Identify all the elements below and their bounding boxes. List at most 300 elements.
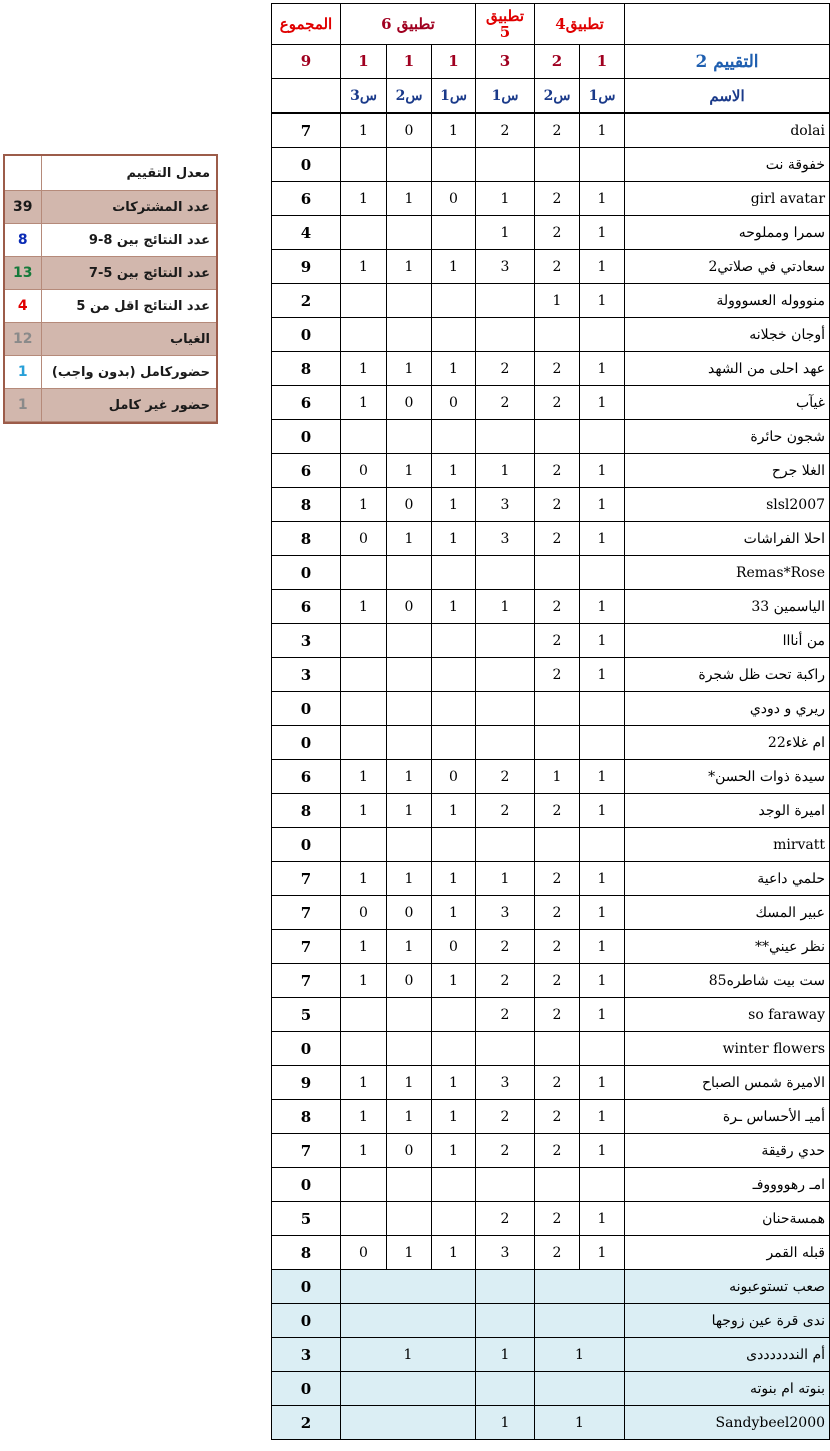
score-cell-app4 — [535, 1270, 625, 1304]
score-cell: 1 — [341, 930, 387, 964]
stats-summary-box — [3, 154, 218, 424]
row-total: 0 — [272, 556, 341, 590]
table-row — [272, 113, 830, 148]
score-cell: 1 — [341, 113, 387, 148]
score-cell: 1 — [432, 1134, 476, 1168]
score-cell — [432, 624, 476, 658]
row-total: 6 — [272, 590, 341, 624]
score-cell: 1 — [341, 1134, 387, 1168]
score-cell: 0 — [341, 522, 387, 556]
max-total: 9 — [300, 52, 312, 70]
score-cell: 2 — [535, 658, 580, 692]
table-row — [272, 216, 830, 250]
score-cell — [387, 624, 432, 658]
stats-label: عدد النتائج بين 8-9 — [41, 224, 216, 257]
score-cell — [476, 726, 535, 760]
participant-name: Sandybeel2000 — [625, 1406, 830, 1440]
score-cell: 2 — [535, 1202, 580, 1236]
table-row — [272, 250, 830, 284]
score-cell-app5 — [476, 1270, 535, 1304]
score-cell — [341, 1202, 387, 1236]
score-cell — [476, 624, 535, 658]
stats-header-blank — [5, 156, 41, 191]
row-total: 7 — [272, 964, 341, 998]
stats-row — [5, 389, 216, 422]
participant-name: بنوته ام بنوته — [625, 1372, 830, 1406]
score-cell — [341, 1168, 387, 1202]
score-cell: 1 — [580, 998, 625, 1032]
table-row — [272, 1168, 830, 1202]
stats-label: حضور غير كامل — [41, 389, 216, 422]
score-cell — [476, 1032, 535, 1066]
participant-name: شجون حائرة — [625, 420, 830, 454]
table-row — [272, 828, 830, 862]
score-cell: 1 — [341, 488, 387, 522]
row-total: 0 — [272, 726, 341, 760]
participant-name: غيآب — [625, 386, 830, 420]
score-cell — [580, 318, 625, 352]
score-cell: 2 — [535, 964, 580, 998]
row-total: 8 — [272, 794, 341, 828]
participant-name: so faraway — [625, 998, 830, 1032]
row-total: 3 — [272, 1338, 341, 1372]
table-row — [272, 624, 830, 658]
row-total: 3 — [272, 658, 341, 692]
score-cell: 3 — [476, 488, 535, 522]
stats-row — [5, 191, 216, 224]
table-row — [272, 964, 830, 998]
participant-name: الاميرة شمس الصباح — [625, 1066, 830, 1100]
evaluation-title: التقييم 2 — [695, 51, 759, 72]
row-total: 2 — [272, 284, 341, 318]
table-row — [272, 284, 830, 318]
score-cell: 1 — [432, 454, 476, 488]
score-cell: 1 — [341, 964, 387, 998]
table-row — [272, 522, 830, 556]
score-cell: 1 — [387, 760, 432, 794]
score-cell: 2 — [476, 352, 535, 386]
score-cell — [535, 420, 580, 454]
score-cell: 1 — [476, 862, 535, 896]
score-cell: 1 — [580, 760, 625, 794]
stats-label: الغياب — [41, 323, 216, 356]
row-total: 8 — [272, 352, 341, 386]
score-cell-app4: 1 — [535, 1338, 625, 1372]
score-cell: 0 — [341, 1236, 387, 1270]
score-cell — [341, 624, 387, 658]
score-cell — [580, 692, 625, 726]
score-cell: 1 — [580, 964, 625, 998]
score-cell: 1 — [387, 1100, 432, 1134]
score-cell: 2 — [535, 896, 580, 930]
max-app4-q2: 2 — [551, 52, 563, 70]
score-cell: 0 — [341, 896, 387, 930]
header-total: المجموع — [279, 14, 333, 33]
participant-name: ست بيت شاطره85 — [625, 964, 830, 998]
participant-name: slsl2007 — [625, 488, 830, 522]
q-app6-q2: س2 — [395, 87, 423, 104]
score-cell — [387, 148, 432, 182]
score-cell: 1 — [580, 488, 625, 522]
participant-name: منوووله العسووولة — [625, 284, 830, 318]
score-cell: 1 — [432, 896, 476, 930]
table-row — [272, 692, 830, 726]
score-cell — [476, 556, 535, 590]
score-cell: 1 — [341, 760, 387, 794]
table-row — [272, 318, 830, 352]
row-total: 5 — [272, 1202, 341, 1236]
score-cell: 1 — [341, 250, 387, 284]
score-cell: 2 — [476, 1100, 535, 1134]
q-app6-q3: س3 — [350, 87, 377, 104]
score-cell: 0 — [432, 386, 476, 420]
stats-label: عدد المشتركات — [41, 191, 216, 224]
participant-name: girl avatar — [625, 182, 830, 216]
stats-label: عدد النتائج بين 5-7 — [41, 257, 216, 290]
score-cell — [432, 216, 476, 250]
table-row — [272, 726, 830, 760]
participant-name: قبله القمر — [625, 1236, 830, 1270]
score-cell — [432, 828, 476, 862]
score-cell: 3 — [476, 522, 535, 556]
table-row — [272, 420, 830, 454]
participant-name: سيدة ذوات الحسن* — [625, 760, 830, 794]
q-app5-q1: س1 — [491, 87, 519, 104]
q-app6-q1: س1 — [440, 87, 467, 104]
score-cell: 1 — [387, 182, 432, 216]
score-cell: 1 — [432, 794, 476, 828]
score-cell: 1 — [580, 658, 625, 692]
score-cell-app5 — [476, 1304, 535, 1338]
score-cell — [476, 692, 535, 726]
score-cell — [341, 284, 387, 318]
score-cell — [476, 828, 535, 862]
score-cell: 1 — [432, 113, 476, 148]
score-cell-app6 — [341, 1304, 476, 1338]
row-total: 0 — [272, 1168, 341, 1202]
score-cell: 2 — [535, 1134, 580, 1168]
participant-name: عهد احلى من الشهد — [625, 352, 830, 386]
score-cell: 0 — [387, 1134, 432, 1168]
score-cell: 1 — [535, 760, 580, 794]
score-cell — [535, 318, 580, 352]
score-cell — [580, 556, 625, 590]
participant-name: سعادتي في صلاتي2 — [625, 250, 830, 284]
score-cell: 2 — [535, 488, 580, 522]
score-cell — [432, 318, 476, 352]
score-cell: 1 — [341, 386, 387, 420]
score-cell: 1 — [341, 1100, 387, 1134]
score-cell — [432, 1202, 476, 1236]
row-total: 6 — [272, 760, 341, 794]
score-cell — [341, 420, 387, 454]
table-row — [272, 760, 830, 794]
score-cell — [387, 216, 432, 250]
score-cell — [580, 828, 625, 862]
score-cell: 1 — [580, 1236, 625, 1270]
score-cell: 2 — [535, 624, 580, 658]
score-cell: 1 — [432, 1100, 476, 1134]
header-app4: تطبيق4 — [555, 14, 604, 33]
score-cell: 1 — [580, 794, 625, 828]
table-row — [272, 556, 830, 590]
stats-row — [5, 224, 216, 257]
score-cell: 1 — [387, 794, 432, 828]
stats-value: 12 — [5, 323, 41, 356]
participant-name: خفوقة نت — [625, 148, 830, 182]
score-cell: 1 — [432, 522, 476, 556]
score-cell: 2 — [476, 113, 535, 148]
header-row-max — [272, 45, 830, 79]
score-cell: 2 — [476, 794, 535, 828]
score-cell: 1 — [387, 930, 432, 964]
score-cell: 1 — [580, 862, 625, 896]
score-cell — [432, 284, 476, 318]
score-cell: 2 — [476, 1134, 535, 1168]
score-cell-app4 — [535, 1304, 625, 1338]
score-cell: 1 — [580, 522, 625, 556]
score-cell — [341, 658, 387, 692]
score-cell — [432, 998, 476, 1032]
score-cell: 1 — [580, 930, 625, 964]
score-cell-app4: 1 — [535, 1406, 625, 1440]
score-cell: 0 — [341, 454, 387, 488]
name-column-header: الاسم — [709, 86, 745, 105]
table-row — [272, 1134, 830, 1168]
table-row-highlighted — [272, 1338, 830, 1372]
score-cell: 1 — [580, 250, 625, 284]
table-row — [272, 148, 830, 182]
score-cell: 1 — [580, 284, 625, 318]
row-total: 0 — [272, 420, 341, 454]
score-cell: 2 — [535, 1236, 580, 1270]
score-cell: 1 — [476, 216, 535, 250]
score-cell: 1 — [341, 182, 387, 216]
table-row — [272, 590, 830, 624]
score-cell: 1 — [341, 352, 387, 386]
score-cell: 2 — [535, 454, 580, 488]
score-cell — [535, 556, 580, 590]
score-cell: 2 — [476, 930, 535, 964]
participant-name: نظر عيني** — [625, 930, 830, 964]
score-cell — [476, 148, 535, 182]
score-cell: 2 — [535, 794, 580, 828]
row-total: 6 — [272, 454, 341, 488]
score-cell — [387, 998, 432, 1032]
score-cell: 2 — [535, 998, 580, 1032]
score-cell: 1 — [580, 1100, 625, 1134]
row-total: 8 — [272, 522, 341, 556]
score-cell: 1 — [476, 182, 535, 216]
score-cell-app6 — [341, 1406, 476, 1440]
row-total: 4 — [272, 216, 341, 250]
score-cell: 1 — [580, 352, 625, 386]
participant-name: همسةحنان — [625, 1202, 830, 1236]
score-cell: 1 — [432, 862, 476, 896]
table-row — [272, 998, 830, 1032]
stats-value: 13 — [5, 257, 41, 290]
score-cell-app5: 1 — [476, 1406, 535, 1440]
table-row — [272, 1066, 830, 1100]
score-cell — [432, 726, 476, 760]
score-cell: 3 — [476, 1236, 535, 1270]
table-row — [272, 488, 830, 522]
score-cell — [432, 420, 476, 454]
score-cell — [432, 692, 476, 726]
score-cell: 0 — [387, 964, 432, 998]
participant-name: حدي رقيقة — [625, 1134, 830, 1168]
score-cell: 2 — [535, 1100, 580, 1134]
participant-name: ندى قرة عين زوجها — [625, 1304, 830, 1338]
score-cell: 2 — [476, 964, 535, 998]
score-cell: 1 — [580, 386, 625, 420]
score-cell: 0 — [387, 590, 432, 624]
score-cell — [580, 420, 625, 454]
table-row-highlighted — [272, 1304, 830, 1338]
score-cell: 1 — [432, 964, 476, 998]
score-cell — [341, 828, 387, 862]
score-cell: 0 — [432, 760, 476, 794]
score-cell: 1 — [432, 590, 476, 624]
stats-header-row — [5, 156, 216, 191]
score-cell — [432, 148, 476, 182]
score-cell: 2 — [535, 522, 580, 556]
score-cell: 1 — [476, 454, 535, 488]
score-cell: 1 — [387, 522, 432, 556]
score-cell: 1 — [387, 454, 432, 488]
score-cell: 3 — [476, 250, 535, 284]
score-cell: 1 — [580, 896, 625, 930]
score-cell: 1 — [580, 624, 625, 658]
row-total: 7 — [272, 896, 341, 930]
q-app4-q1: س1 — [588, 87, 616, 104]
participant-name: ريري و دودي — [625, 692, 830, 726]
score-cell: 2 — [535, 386, 580, 420]
score-cell: 2 — [476, 386, 535, 420]
score-cell — [341, 726, 387, 760]
participant-name: حلمي داعية — [625, 862, 830, 896]
participant-name: الياسمين 33 — [625, 590, 830, 624]
score-cell: 1 — [432, 1236, 476, 1270]
score-cell: 3 — [476, 1066, 535, 1100]
q-total-blank — [272, 79, 341, 114]
table-row — [272, 1032, 830, 1066]
score-cell: 1 — [341, 794, 387, 828]
score-cell — [387, 1168, 432, 1202]
table-row — [272, 1100, 830, 1134]
score-cell: 1 — [432, 352, 476, 386]
participant-name: winter flowers — [625, 1032, 830, 1066]
header-row-questions — [272, 79, 830, 114]
score-cell: 1 — [341, 590, 387, 624]
score-cell — [535, 148, 580, 182]
row-total: 5 — [272, 998, 341, 1032]
score-cell: 1 — [476, 590, 535, 624]
row-total: 9 — [272, 250, 341, 284]
score-cell: 2 — [476, 760, 535, 794]
score-cell — [476, 658, 535, 692]
table-row — [272, 896, 830, 930]
stats-value: 8 — [5, 224, 41, 257]
score-cell: 2 — [535, 590, 580, 624]
score-cell-app5: 1 — [476, 1338, 535, 1372]
table-row — [272, 1202, 830, 1236]
score-cell — [341, 692, 387, 726]
score-cell: 1 — [432, 250, 476, 284]
score-cell: 1 — [432, 488, 476, 522]
participant-name: الغلا جرح — [625, 454, 830, 488]
row-total: 6 — [272, 386, 341, 420]
row-total: 7 — [272, 1134, 341, 1168]
score-cell: 0 — [387, 386, 432, 420]
score-cell: 0 — [387, 896, 432, 930]
score-cell: 2 — [476, 1202, 535, 1236]
score-cell: 1 — [387, 250, 432, 284]
score-cell: 2 — [535, 250, 580, 284]
score-cell — [341, 556, 387, 590]
score-cell: 1 — [387, 862, 432, 896]
score-cell: 1 — [580, 1066, 625, 1100]
row-total: 0 — [272, 1372, 341, 1406]
score-cell — [387, 284, 432, 318]
score-cell — [387, 1202, 432, 1236]
table-row — [272, 862, 830, 896]
row-total: 0 — [272, 692, 341, 726]
score-cell: 0 — [387, 488, 432, 522]
table-row-highlighted — [272, 1372, 830, 1406]
table-row — [272, 182, 830, 216]
score-cell: 1 — [535, 284, 580, 318]
row-total: 0 — [272, 1304, 341, 1338]
score-cell — [535, 1032, 580, 1066]
score-cell — [387, 318, 432, 352]
table-row — [272, 454, 830, 488]
stats-row — [5, 356, 216, 389]
score-cell — [432, 1032, 476, 1066]
score-cell — [580, 726, 625, 760]
score-cell: 2 — [535, 216, 580, 250]
score-cell: 1 — [387, 1236, 432, 1270]
max-app6-q2: 1 — [403, 52, 415, 70]
row-total: 9 — [272, 1066, 341, 1100]
stats-header-label: معدل التقييم — [41, 156, 216, 191]
score-cell — [476, 318, 535, 352]
score-cell — [341, 1032, 387, 1066]
stats-value: 1 — [5, 356, 41, 389]
participant-name: أوجان خجلانه — [625, 318, 830, 352]
participant-name: امـ رهووووفـ — [625, 1168, 830, 1202]
stats-row — [5, 323, 216, 356]
score-cell — [535, 1168, 580, 1202]
participant-name: أم النددددددى — [625, 1338, 830, 1372]
score-cell — [387, 692, 432, 726]
score-cell: 1 — [580, 182, 625, 216]
participant-name: ام غلاء22 — [625, 726, 830, 760]
score-cell: 2 — [535, 182, 580, 216]
score-cell: 2 — [535, 1066, 580, 1100]
row-total: 0 — [272, 1270, 341, 1304]
score-cell-app6 — [341, 1372, 476, 1406]
score-cell: 1 — [341, 1066, 387, 1100]
stats-value: 4 — [5, 290, 41, 323]
row-total: 7 — [272, 930, 341, 964]
score-cell-app4 — [535, 1372, 625, 1406]
row-total: 8 — [272, 1236, 341, 1270]
score-cell — [387, 420, 432, 454]
participant-name: dolai — [625, 113, 830, 148]
header-blank — [625, 4, 830, 45]
stats-row — [5, 257, 216, 290]
